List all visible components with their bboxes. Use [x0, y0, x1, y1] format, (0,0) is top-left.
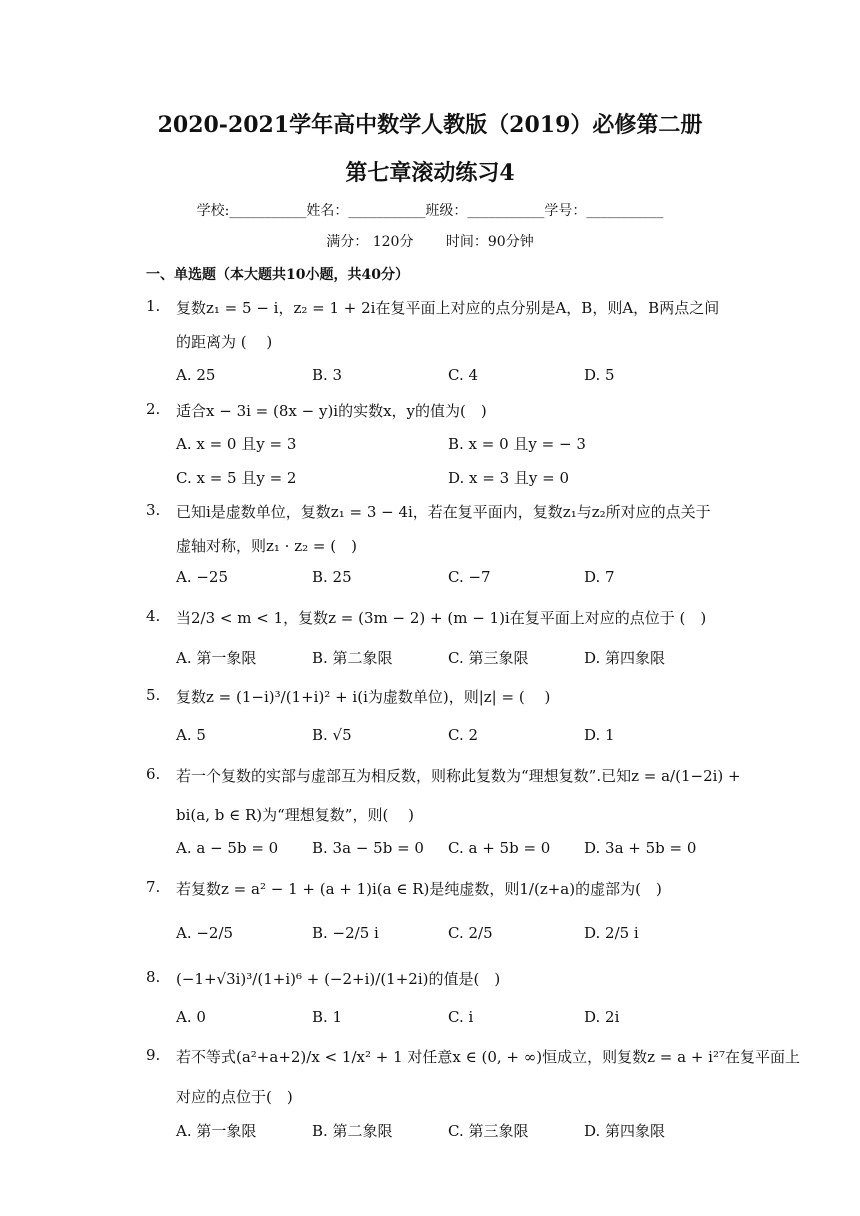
answer-option: B. 1: [312, 1008, 343, 1026]
question-number: 9.: [146, 1046, 161, 1064]
student-info-fields: 学校:___________姓名：___________班级：___________学号：___________: [196, 203, 664, 219]
question-number: 4.: [146, 607, 161, 625]
answer-option: D. x = 3 且y = 0: [448, 469, 570, 487]
question-number: 1.: [146, 297, 161, 315]
answer-option: C. i: [448, 1008, 474, 1026]
document-title: 2020-2021学年高中数学人教版（2019）必修第二册: [157, 112, 703, 138]
question-text: 适合x − 3i = (8x − y)i的实数x，y的值为( ): [176, 402, 487, 420]
answer-option: A. 第一象限: [176, 1122, 257, 1140]
answer-option: D. 2i: [584, 1008, 620, 1026]
question-text: 虚轴对称，则z₁ · z₂ = ( ): [176, 537, 357, 555]
question-text: (−1+√3i)³/(1+i)⁶ + (−2+i)/(1+2i)的值是( ): [176, 970, 501, 988]
section-heading: 一、单选题（本大题共10小题，共40分）: [146, 267, 409, 283]
answer-option: C. 2: [448, 726, 479, 744]
answer-option: A. 0: [176, 1008, 206, 1026]
question-text: 的距离为 ( ): [176, 333, 273, 351]
answer-option: B. 第二象限: [312, 1122, 393, 1140]
question-text: 若不等式(a²+a+2)/x < 1/x² + 1 对任意x ∈ (0, + ∞)恒成立，则复数z = a + i²⁷在复平面上: [176, 1048, 800, 1066]
answer-option: B. 25: [312, 568, 352, 586]
question-text: 当2/3 < m < 1，复数z = (3m − 2) + (m − 1)i在复平面上对应的点位于 ( ): [176, 609, 707, 627]
answer-option: D. 3a + 5b = 0: [584, 839, 697, 857]
answer-option: A. a − 5b = 0: [176, 839, 279, 857]
answer-option: D. 7: [584, 568, 615, 586]
question-text: 已知i是虚数单位，复数z₁ = 3 − 4i，若在复平面内，复数z₁与z₂所对应的点关于: [176, 503, 711, 521]
answer-option: A. −2/5: [176, 924, 234, 942]
answer-option: A. 25: [176, 366, 216, 384]
answer-option: B. 第二象限: [312, 649, 393, 667]
answer-option: C. 4: [448, 366, 479, 384]
exam-meta: 满分： 120分 时间：90分钟: [326, 234, 534, 250]
answer-option: C. 第三象限: [448, 1122, 529, 1140]
answer-option: B. −2/5 i: [312, 924, 379, 942]
question-text: 若复数z = a² − 1 + (a + 1)i(a ∈ R)是纯虚数，则1/(z+a)的虚部为( ): [176, 880, 662, 898]
question-number: 6.: [146, 765, 161, 783]
answer-option: B. x = 0 且y = − 3: [448, 435, 586, 453]
document-subtitle: 第七章滚动练习4: [345, 160, 515, 186]
answer-option: D. 5: [584, 366, 615, 384]
question-text: 对应的点位于( ): [176, 1088, 293, 1106]
answer-option: A. x = 0 且y = 3: [176, 435, 297, 453]
answer-option: C. 第三象限: [448, 649, 529, 667]
answer-option: A. −25: [176, 568, 229, 586]
question-number: 5.: [146, 686, 161, 704]
answer-option: C. 2/5: [448, 924, 493, 942]
answer-option: B. √5: [312, 726, 352, 744]
answer-option: D. 第四象限: [584, 649, 666, 667]
question-text: bi(a, b ∈ R)为“理想复数”，则( ): [176, 806, 414, 824]
question-text: 复数z₁ = 5 − i，z₂ = 1 + 2i在复平面上对应的点分别是A，B，则A，B两点之间: [176, 299, 720, 317]
answer-option: D. 2/5 i: [584, 924, 639, 942]
question-text: 复数z = (1−i)³/(1+i)² + i(i为虚数单位)，则|z| = ( ): [176, 688, 551, 706]
answer-option: A. 5: [176, 726, 206, 744]
answer-option: D. 第四象限: [584, 1122, 666, 1140]
answer-option: B. 3a − 5b = 0: [312, 839, 424, 857]
question-number: 2.: [146, 400, 161, 418]
answer-option: D. 1: [584, 726, 615, 744]
answer-option: C. x = 5 且y = 2: [176, 469, 297, 487]
answer-option: A. 第一象限: [176, 649, 257, 667]
answer-option: C. a + 5b = 0: [448, 839, 551, 857]
question-number: 7.: [146, 878, 161, 896]
answer-option: B. 3: [312, 366, 343, 384]
question-text: 若一个复数的实部与虚部互为相反数，则称此复数为“理想复数”.已知z = a/(1−2i) +: [176, 767, 741, 785]
answer-option: C. −7: [448, 568, 491, 586]
question-number: 8.: [146, 968, 161, 986]
question-number: 3.: [146, 501, 161, 519]
